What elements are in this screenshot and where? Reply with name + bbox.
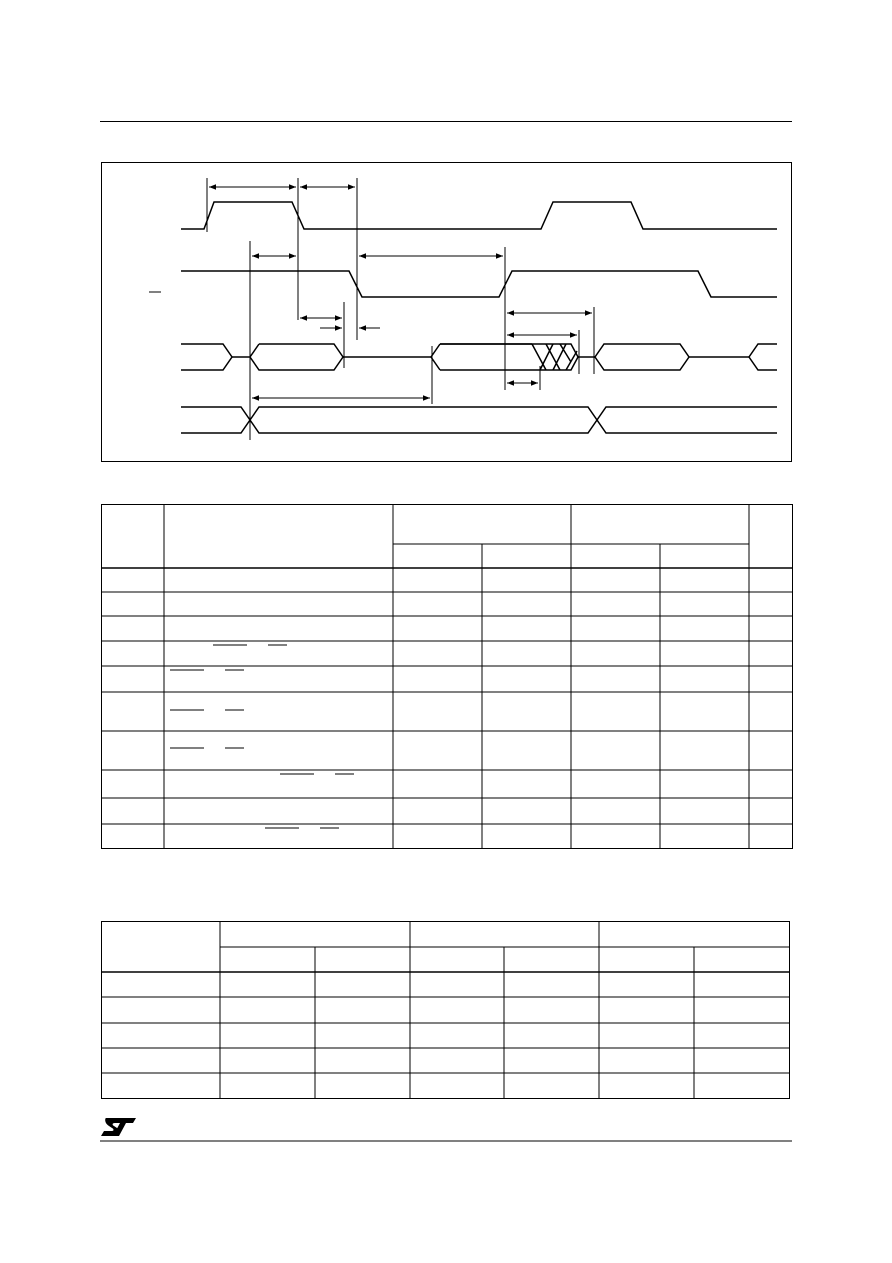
data-out-waveform: [181, 344, 777, 370]
st-logo: [100, 1116, 138, 1138]
timing-reference-lines: [207, 178, 594, 440]
data-in-waveform: [181, 407, 777, 433]
clock-waveform: [181, 202, 777, 229]
parameter-overbars: [170, 645, 354, 828]
range-table-grid: [101, 922, 790, 1099]
select-waveform: [181, 271, 777, 297]
timing-arrows: [209, 187, 592, 398]
ac-table-grid: [101, 505, 793, 849]
timing-diagram: [149, 202, 777, 433]
